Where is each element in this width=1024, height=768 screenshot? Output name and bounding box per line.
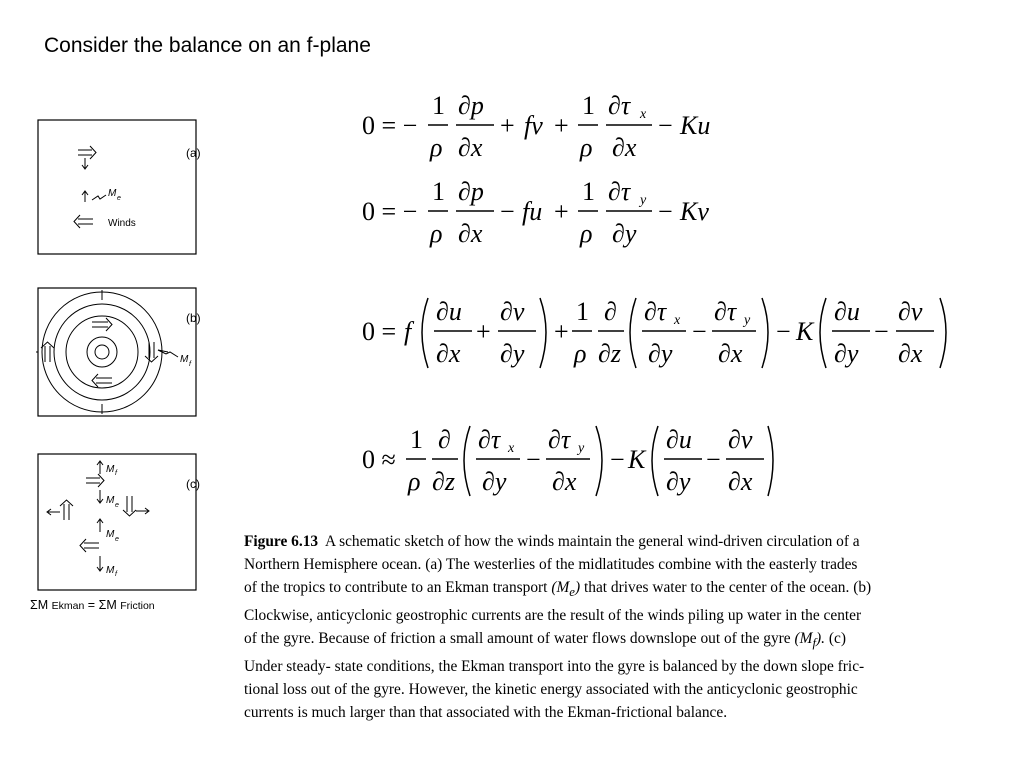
- figure-panel-c: [36, 452, 216, 592]
- svg-text:∂y: ∂y: [482, 467, 507, 496]
- caption-me-symbol: (M: [551, 579, 570, 596]
- svg-text:Kv: Kv: [680, 197, 709, 226]
- svg-text:∂τ: ∂τ: [478, 425, 501, 454]
- svg-text:−: −: [658, 111, 673, 140]
- right-down-arrow-icon: [123, 496, 149, 516]
- panel-b-label: (b): [186, 311, 201, 325]
- clockwise-arrow-top-icon: [92, 318, 112, 331]
- svg-text:∂x: ∂x: [458, 219, 483, 248]
- gyre-outer-circle: [42, 292, 162, 412]
- svg-text:−: −: [526, 445, 541, 474]
- westerlies-arrow-c-icon: [86, 474, 104, 487]
- svg-text:∂v: ∂v: [898, 297, 923, 326]
- panel-c-me-bottom-symbol: M: [106, 529, 115, 540]
- ekman-up-arrow-icon: [82, 191, 88, 202]
- caption-line-1-text: A schematic sketch of how the winds maintain the general wind-driven circulation of a: [324, 533, 860, 550]
- sum-left-sub: Ekman: [51, 600, 85, 612]
- left-up-arrow-icon: [47, 500, 73, 520]
- equation-3: [360, 290, 960, 374]
- panel-b-mf-sub: f: [189, 361, 191, 368]
- svg-text:−: −: [500, 197, 515, 226]
- easterlies-arrow-c-icon: [80, 539, 99, 552]
- figure-caption: [244, 530, 984, 724]
- caption-line-5a: of the gyre. Because of friction a small amount of water flows downslope out of the gyre: [244, 630, 791, 648]
- panel-c-frame: [38, 454, 196, 590]
- svg-text:∂x: ∂x: [898, 339, 923, 368]
- svg-text:∂y: ∂y: [612, 219, 637, 248]
- svg-text:f: f: [404, 317, 412, 346]
- svg-text:+: +: [554, 197, 569, 226]
- svg-text:∂τ: ∂τ: [608, 91, 631, 120]
- panel-c-me-top-sub: e: [115, 502, 119, 509]
- panel-c-mf-bottom-symbol: M: [106, 565, 115, 576]
- ekman-friction-balance: [30, 598, 155, 612]
- svg-text:x: x: [640, 107, 647, 122]
- svg-text:Ku: Ku: [680, 111, 711, 140]
- svg-text:−: −: [776, 317, 791, 346]
- westerlies-arrow-icon: [78, 146, 96, 159]
- slide-title: Consider the balance on an f-plane: [44, 34, 371, 57]
- svg-text:y: y: [744, 313, 751, 328]
- svg-text:fu: fu: [522, 197, 543, 226]
- top-mf-up-arrow-icon: [97, 461, 103, 474]
- svg-text:y: y: [578, 441, 585, 456]
- panel-a-me-symbol: M: [108, 188, 117, 199]
- mf-outflow-arrows-icon: [36, 290, 168, 414]
- svg-text:1: 1: [582, 91, 595, 120]
- svg-text:ρ: ρ: [408, 467, 421, 496]
- caption-line-4: Clockwise, anticyclonic geostrophic currents are the result of the winds piling up water in the center: [244, 607, 862, 625]
- svg-text:ρ: ρ: [580, 133, 593, 162]
- svg-text:x: x: [674, 313, 681, 328]
- svg-text:∂u: ∂u: [436, 297, 462, 326]
- svg-text:∂u: ∂u: [666, 425, 692, 454]
- svg-text:∂z: ∂z: [598, 339, 621, 368]
- caption-line-2: Northern Hemisphere ocean. (a) The westerlies of the midlatitudes combine with the easterly trades: [244, 556, 858, 573]
- caption-me-sub: e: [569, 585, 575, 600]
- caption-me-close: ): [574, 579, 581, 596]
- svg-text:ρ: ρ: [574, 339, 587, 368]
- svg-text:fv: fv: [524, 111, 543, 140]
- svg-text:∂y: ∂y: [666, 467, 691, 496]
- caption-mf-sub: f: [812, 636, 817, 651]
- svg-text:1: 1: [582, 177, 595, 206]
- svg-text:−: −: [692, 317, 707, 346]
- svg-text:∂x: ∂x: [458, 133, 483, 162]
- gyre-circle-4: [87, 337, 117, 367]
- caption-line-3a: of the tropics to contribute to an Ekman transport: [244, 579, 548, 596]
- svg-text:0 ≈: 0 ≈: [362, 445, 396, 474]
- svg-text:∂y: ∂y: [834, 339, 859, 368]
- svg-text:ρ: ρ: [430, 219, 443, 248]
- caption-line-6: Under steady- state conditions, the Ekman transport into the gyre is balanced by the down slope fric-: [244, 658, 865, 676]
- equation-4: [360, 418, 780, 502]
- svg-text:0 = −: 0 = −: [362, 111, 418, 140]
- panel-a-frame: [38, 120, 196, 254]
- svg-text:∂τ: ∂τ: [548, 425, 571, 454]
- caption-mf-symbol: (M: [794, 630, 813, 648]
- svg-text:1: 1: [410, 425, 423, 454]
- svg-text:∂x: ∂x: [612, 133, 637, 162]
- svg-text:∂: ∂: [438, 425, 451, 454]
- svg-text:K: K: [628, 445, 646, 474]
- panel-a-me-sub: e: [117, 195, 121, 202]
- sum-left: ΣM: [30, 598, 49, 612]
- svg-text:∂y: ∂y: [648, 339, 673, 368]
- panel-c-label: (c): [186, 477, 200, 491]
- svg-text:y: y: [640, 193, 647, 208]
- caption-line-8: currents is much larger than that associated with the Ekman-frictional balance.: [244, 704, 728, 722]
- clockwise-arrow-right-icon: [145, 342, 158, 362]
- svg-text:−: −: [658, 197, 673, 226]
- panel-b-mf-symbol: M: [180, 354, 189, 365]
- easterlies-arrow-icon: [74, 215, 93, 228]
- svg-text:ρ: ρ: [430, 133, 443, 162]
- equation-1: [360, 88, 740, 164]
- bottom-mf-down-arrow-icon: [97, 556, 103, 571]
- svg-text:∂x: ∂x: [552, 467, 577, 496]
- panel-a-label: (a): [186, 146, 201, 160]
- clockwise-arrow-bottom-icon: [92, 374, 112, 387]
- svg-text:∂: ∂: [604, 297, 617, 326]
- svg-text:∂y: ∂y: [500, 339, 525, 368]
- svg-text:+: +: [554, 317, 569, 346]
- svg-text:∂v: ∂v: [500, 297, 525, 326]
- clockwise-arrow-left-icon: [41, 342, 54, 362]
- svg-text:+: +: [500, 111, 515, 140]
- svg-text:−: −: [706, 445, 721, 474]
- figure-panel-b: [36, 286, 216, 420]
- sum-equals: =: [87, 598, 96, 612]
- svg-text:0 = −: 0 = −: [362, 197, 418, 226]
- svg-text:x: x: [508, 441, 515, 456]
- svg-text:ρ: ρ: [580, 219, 593, 248]
- caption-line-1: [244, 530, 984, 553]
- svg-text:∂τ: ∂τ: [644, 297, 667, 326]
- svg-text:∂v: ∂v: [728, 425, 753, 454]
- gyre-center-circle: [95, 345, 109, 359]
- caption-line-5b: (c): [825, 630, 846, 648]
- panel-c-me-bottom-sub: e: [115, 536, 119, 543]
- caption-line-3: [244, 576, 984, 604]
- svg-text:1: 1: [432, 91, 445, 120]
- equation-2: [360, 172, 740, 252]
- svg-text:∂τ: ∂τ: [608, 177, 631, 206]
- svg-text:1: 1: [576, 297, 589, 326]
- svg-text:−: −: [874, 317, 889, 346]
- panel-c-mf-top-sub: f: [115, 470, 117, 477]
- svg-text:1: 1: [432, 177, 445, 206]
- svg-text:+: +: [476, 317, 491, 346]
- figure-panel-a: [36, 118, 216, 256]
- panel-c-me-top-symbol: M: [106, 495, 115, 506]
- panel-a-winds-label: Winds: [108, 218, 136, 229]
- caption-line-7: tional loss out of the gyre. However, the kinetic energy associated with the anticyclonic geostrophic: [244, 681, 858, 699]
- me-squiggle-icon: [92, 195, 106, 200]
- ekman-down-arrow-icon: [82, 158, 88, 169]
- bottom-me-up-arrow-icon: [97, 519, 103, 532]
- svg-text:∂u: ∂u: [834, 297, 860, 326]
- caption-line-5: [244, 627, 984, 655]
- caption-mf-close: ).: [816, 630, 826, 648]
- mf-squiggle-icon: [158, 350, 178, 357]
- svg-text:∂x: ∂x: [436, 339, 461, 368]
- figure-label: Figure 6.13: [244, 533, 319, 550]
- gyre-circle-2: [54, 304, 150, 400]
- panel-c-mf-top-symbol: M: [106, 464, 115, 475]
- svg-text:0 =: 0 =: [362, 317, 397, 346]
- svg-text:∂τ: ∂τ: [714, 297, 737, 326]
- svg-text:K: K: [796, 317, 814, 346]
- svg-text:+: +: [554, 111, 569, 140]
- svg-text:∂p: ∂p: [458, 91, 484, 120]
- sum-right-sub: Friction: [120, 600, 155, 612]
- svg-text:∂p: ∂p: [458, 177, 484, 206]
- svg-text:−: −: [610, 445, 625, 474]
- svg-text:∂x: ∂x: [728, 467, 753, 496]
- svg-text:∂z: ∂z: [432, 467, 455, 496]
- svg-text:∂x: ∂x: [718, 339, 743, 368]
- panel-c-mf-bottom-sub: f: [115, 571, 117, 578]
- sum-right: ΣM: [98, 598, 117, 612]
- top-me-down-arrow-icon: [97, 490, 103, 503]
- caption-line-3b: that drives water to the center of the ocean. (b): [580, 579, 872, 596]
